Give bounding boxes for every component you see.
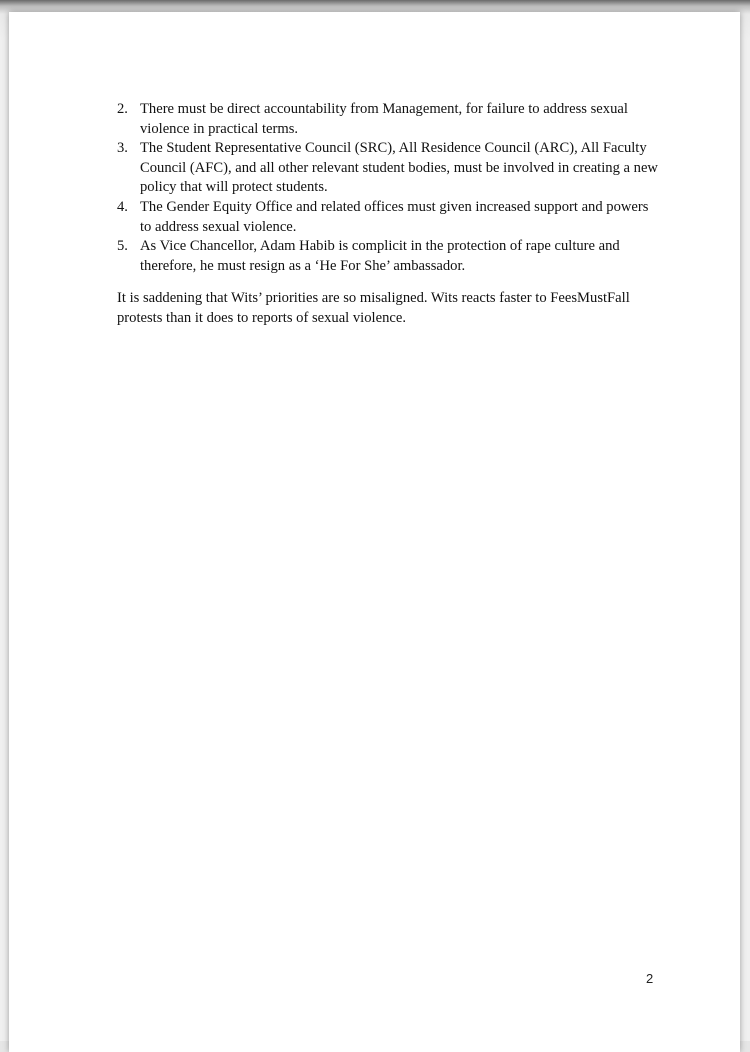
list-item xyxy=(117,237,662,276)
list-item-number: 2. xyxy=(117,101,128,117)
list-item-text: The Gender Equity Office and related offices must given increased support and powers to address sexual violence. xyxy=(140,198,649,235)
list-item xyxy=(117,139,662,198)
list-item xyxy=(117,198,662,237)
list-item xyxy=(117,100,662,139)
list-item-text: As Vice Chancellor, Adam Habib is complicit in the protection of rape culture and therefore, he must resign as a ‘He For She’ ambassador. xyxy=(140,238,620,274)
list-item-number: 4. xyxy=(117,198,128,215)
demands-list xyxy=(117,100,662,276)
list-item-number: 5. xyxy=(117,238,128,255)
page-content xyxy=(117,100,662,329)
document-page xyxy=(9,12,740,1052)
page-number: 2 xyxy=(646,971,654,986)
closing-paragraph: It is saddening that Wits’ priorities are so misaligned. Wits reacts faster to FeesMustFall protests than it does to reports of sexual violence. xyxy=(117,290,630,326)
list-item-text: There must be direct accountability from Management, for failure to address sexual violence in practical terms. xyxy=(140,101,628,137)
list-item-text: The Student Representative Council (SRC), All Residence Council (ARC), All Faculty Council (AFC), and all other relevant student bodies, must be involved in creating a new policy that will protect students. xyxy=(140,140,658,196)
list-item-number: 3. xyxy=(117,140,128,157)
